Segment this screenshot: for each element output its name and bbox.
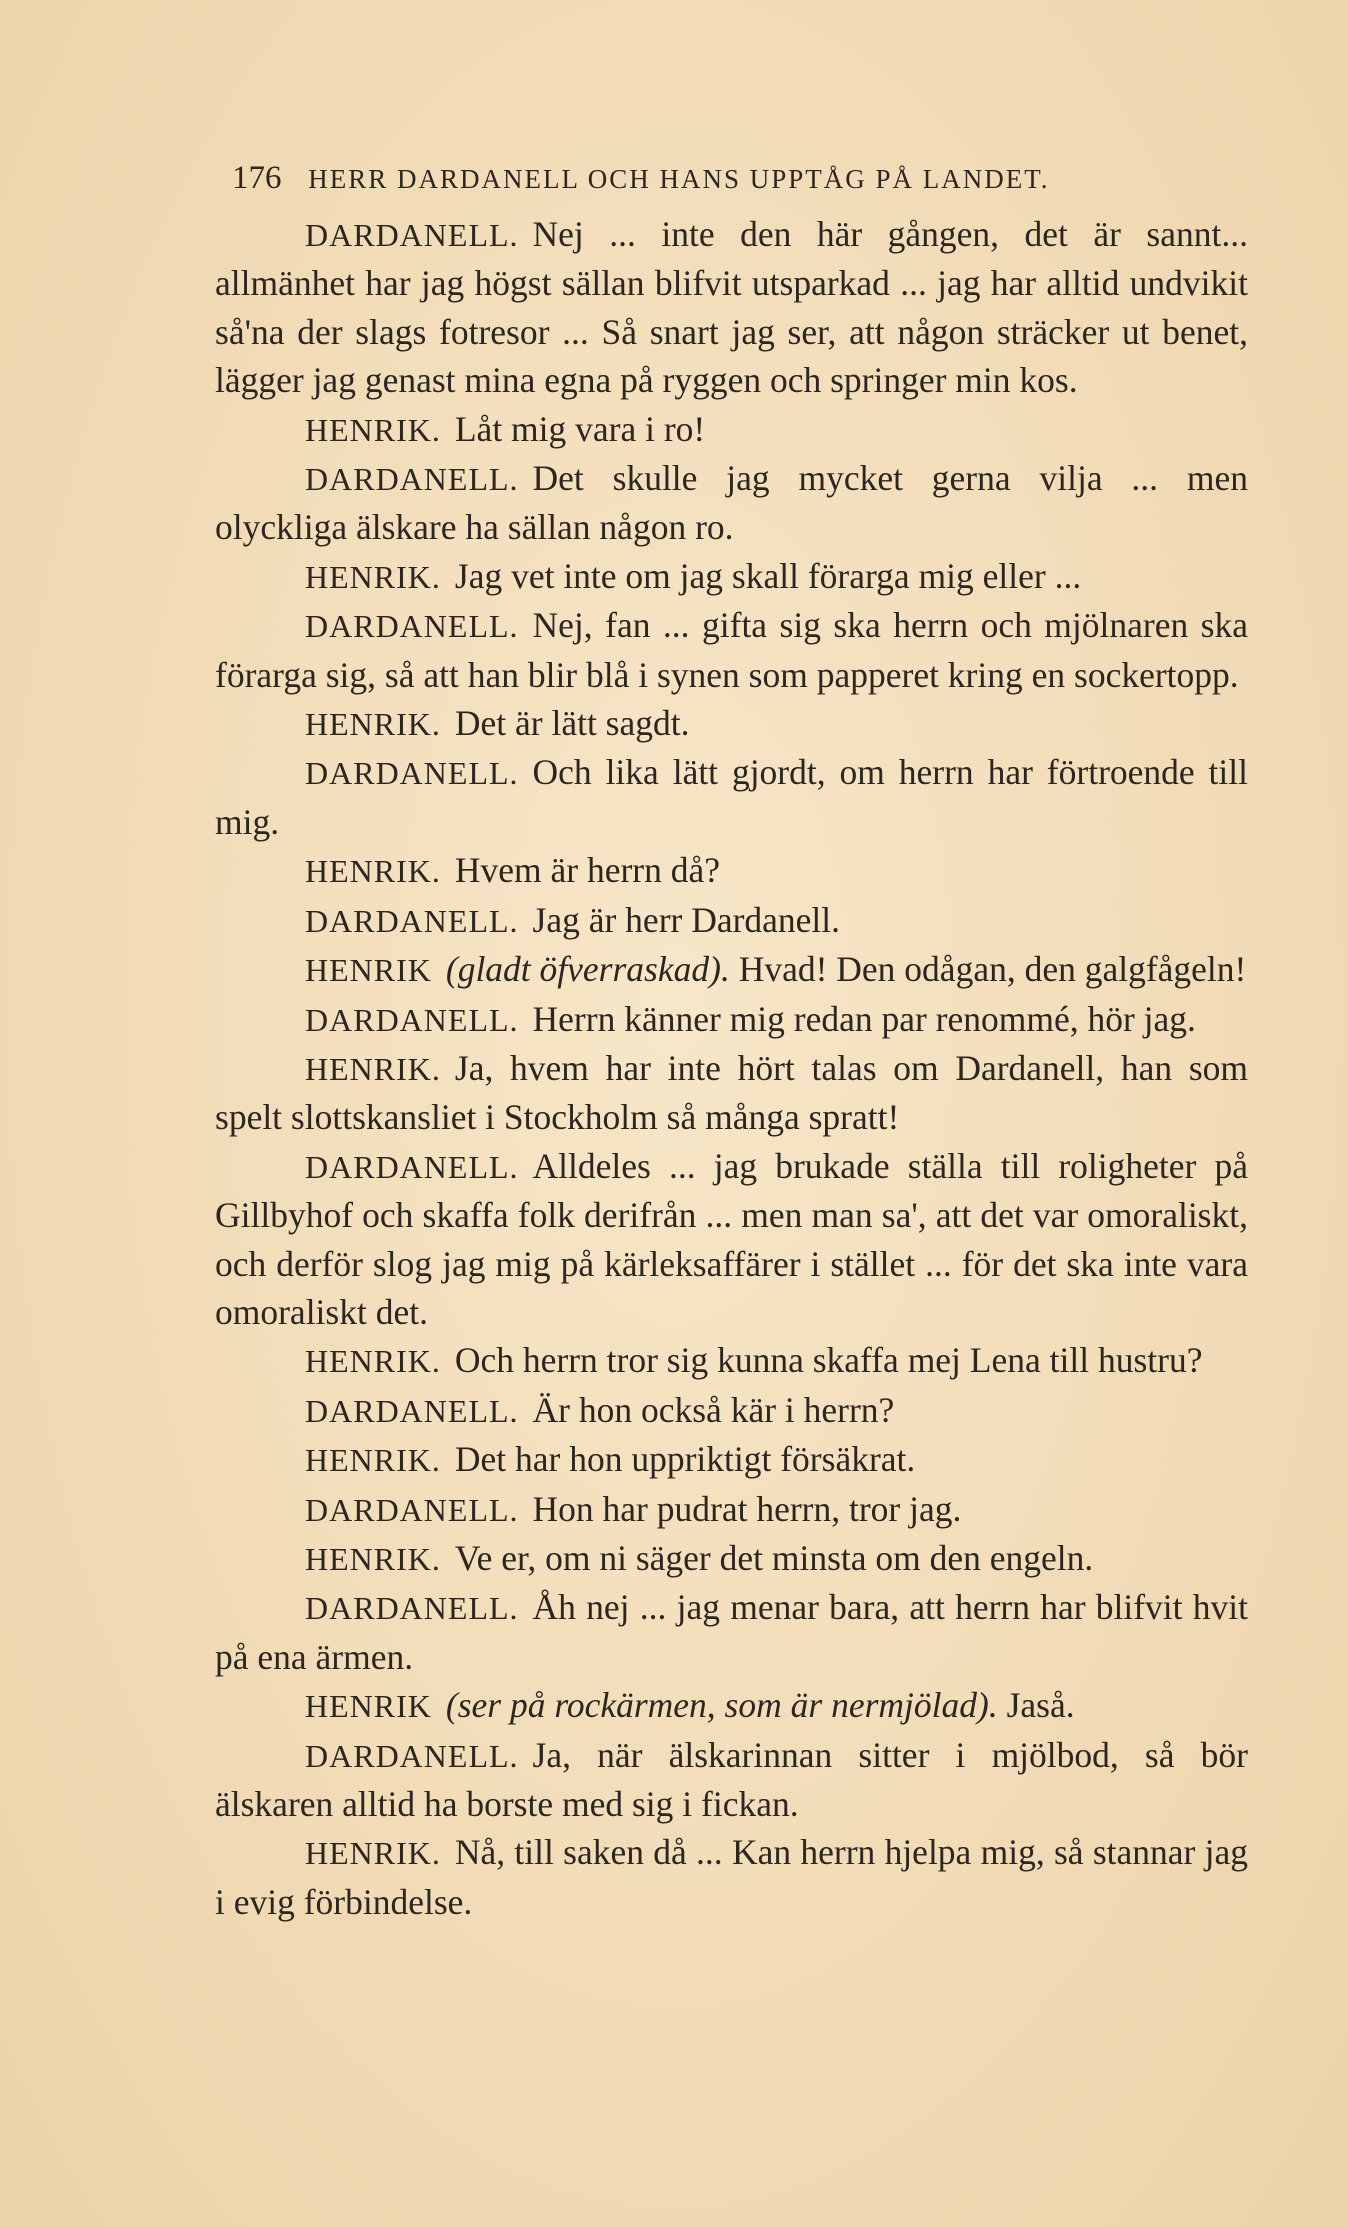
speaker-name: HENRIK.	[305, 558, 441, 595]
line-text: Ve er, om ni säger det minsta om den engeln.	[454, 1537, 1094, 1578]
line-text: Nej, fan ... gifta sig ska herrn och mjölnaren ska förarga sig, så att han blir blå i synen som papperet kring en sockertopp.	[215, 605, 1248, 695]
dialogue-line	[215, 1142, 1248, 1337]
running-header	[232, 160, 1172, 197]
speaker-name: DARDANELL.	[305, 1148, 519, 1185]
line-text: Det skulle jag mycket gerna vilja ... men olyckliga älskare ha sällan någon ro.	[215, 458, 1248, 548]
speaker-name: HENRIK.	[305, 411, 441, 448]
line-text: Är hon också kär i herrn?	[532, 1389, 895, 1430]
line-text: Nej ... inte den här gången, det är sannt... allmänhet har jag högst sällan blifvit utsparkad ... jag har alltid undvikit så'na der slags fotresor ... Så snart jag ser, att någon sträcker ut benet, lägger jag genast mina egna på ryggen och springer min kos.	[215, 214, 1248, 401]
line-text: Jaså.	[1006, 1685, 1075, 1726]
dialogue-line	[215, 454, 1248, 552]
line-text: Jag är herr Dardanell.	[532, 899, 841, 940]
speaker-name: HENRIK.	[305, 853, 441, 890]
line-text: Nå, till saken då ... Kan herrn hjelpa mig, så stannar jag i evig förbindelse.	[215, 1832, 1248, 1922]
speaker-name: DARDANELL.	[305, 902, 519, 939]
speaker-name: DARDANELL.	[305, 755, 519, 792]
line-text: Och lika lätt gjordt, om herrn har förtroende till mig.	[215, 752, 1248, 842]
dialogue-line	[215, 846, 1248, 895]
line-text: Och herrn tror sig kunna skaffa mej Lena till hustru?	[454, 1340, 1203, 1381]
dialogue-line	[215, 1386, 1248, 1435]
page-number: 176	[232, 160, 282, 196]
line-text: Det har hon uppriktigt försäkrat.	[454, 1439, 916, 1480]
dialogue-line	[215, 210, 1248, 405]
speaker-name: DARDANELL.	[305, 1491, 519, 1528]
dialogue-line	[215, 1044, 1248, 1142]
dialogue-line	[215, 405, 1248, 454]
speaker-name: HENRIK.	[305, 1442, 441, 1479]
dialogue-line	[215, 945, 1248, 994]
speaker-name: HENRIK.	[305, 1343, 441, 1380]
dialogue-line	[215, 1534, 1248, 1583]
speaker-name: HENRIK	[305, 952, 432, 989]
line-text: Hvem är herrn då?	[454, 850, 720, 891]
speaker-name: DARDANELL.	[305, 1001, 519, 1038]
dialogue-text	[215, 210, 1248, 1926]
speaker-name: DARDANELL.	[305, 217, 519, 253]
line-text: Åh nej ... jag menar bara, att herrn har blifvit hvit på ena ärmen.	[215, 1587, 1248, 1677]
line-text: Alldeles ... jag brukade ställa till roligheter på Gillbyhof och skaffa folk derifrån ... men man sa', att det var omoraliskt, och derför slog jag mig på kärleksaffärer i stället ... för det ska inte vara omoraliskt det.	[215, 1145, 1248, 1332]
stage-direction: (gladt öfverraskad).	[445, 949, 730, 990]
dialogue-line	[215, 1485, 1248, 1534]
dialogue-line	[215, 552, 1248, 601]
speaker-name: DARDANELL.	[305, 1737, 519, 1774]
speaker-name: DARDANELL.	[305, 1590, 519, 1627]
dialogue-line	[215, 748, 1248, 846]
dialogue-line	[215, 1435, 1248, 1484]
dialogue-line	[215, 1681, 1248, 1730]
dialogue-line	[215, 896, 1248, 945]
running-title: HERR DARDANELL OCH HANS UPPTÅG PÅ LANDET.	[308, 164, 1050, 194]
speaker-name: HENRIK.	[305, 1050, 441, 1087]
dialogue-line	[215, 699, 1248, 748]
dialogue-line	[215, 1583, 1248, 1681]
stage-direction: (ser på rockärmen, som är nermjölad).	[445, 1685, 998, 1726]
speaker-name: HENRIK.	[305, 1540, 441, 1577]
dialogue-line	[215, 995, 1248, 1044]
dialogue-line	[215, 1828, 1248, 1926]
speaker-name: HENRIK	[305, 1688, 432, 1725]
speaker-name: DARDANELL.	[305, 608, 519, 645]
line-text: Hon har pudrat herrn, tror jag.	[532, 1488, 962, 1529]
line-text: Herrn känner mig redan par renommé, hör jag.	[532, 998, 1196, 1039]
line-text: Hvad! Den odågan, den galgfågeln!	[738, 949, 1247, 990]
dialogue-line	[215, 1336, 1248, 1385]
line-text: Ja, när älskarinnan sitter i mjölbod, så bör älskaren alltid ha borste med sig i fickan.	[215, 1734, 1248, 1824]
speaker-name: DARDANELL.	[305, 461, 519, 498]
line-text: Ja, hvem har inte hört talas om Dardanell, han som spelt slottskansliet i Stockholm så många spratt!	[215, 1047, 1248, 1138]
speaker-name: HENRIK.	[305, 706, 441, 743]
dialogue-line	[215, 601, 1248, 699]
speaker-name: DARDANELL.	[305, 1392, 519, 1429]
line-text: Det är lätt sagdt.	[454, 703, 690, 744]
dialogue-line	[215, 1731, 1248, 1829]
speaker-name: HENRIK.	[305, 1835, 441, 1872]
line-text: Jag vet inte om jag skall förarga mig eller ...	[454, 555, 1082, 596]
line-text: Låt mig vara i ro!	[454, 408, 706, 449]
